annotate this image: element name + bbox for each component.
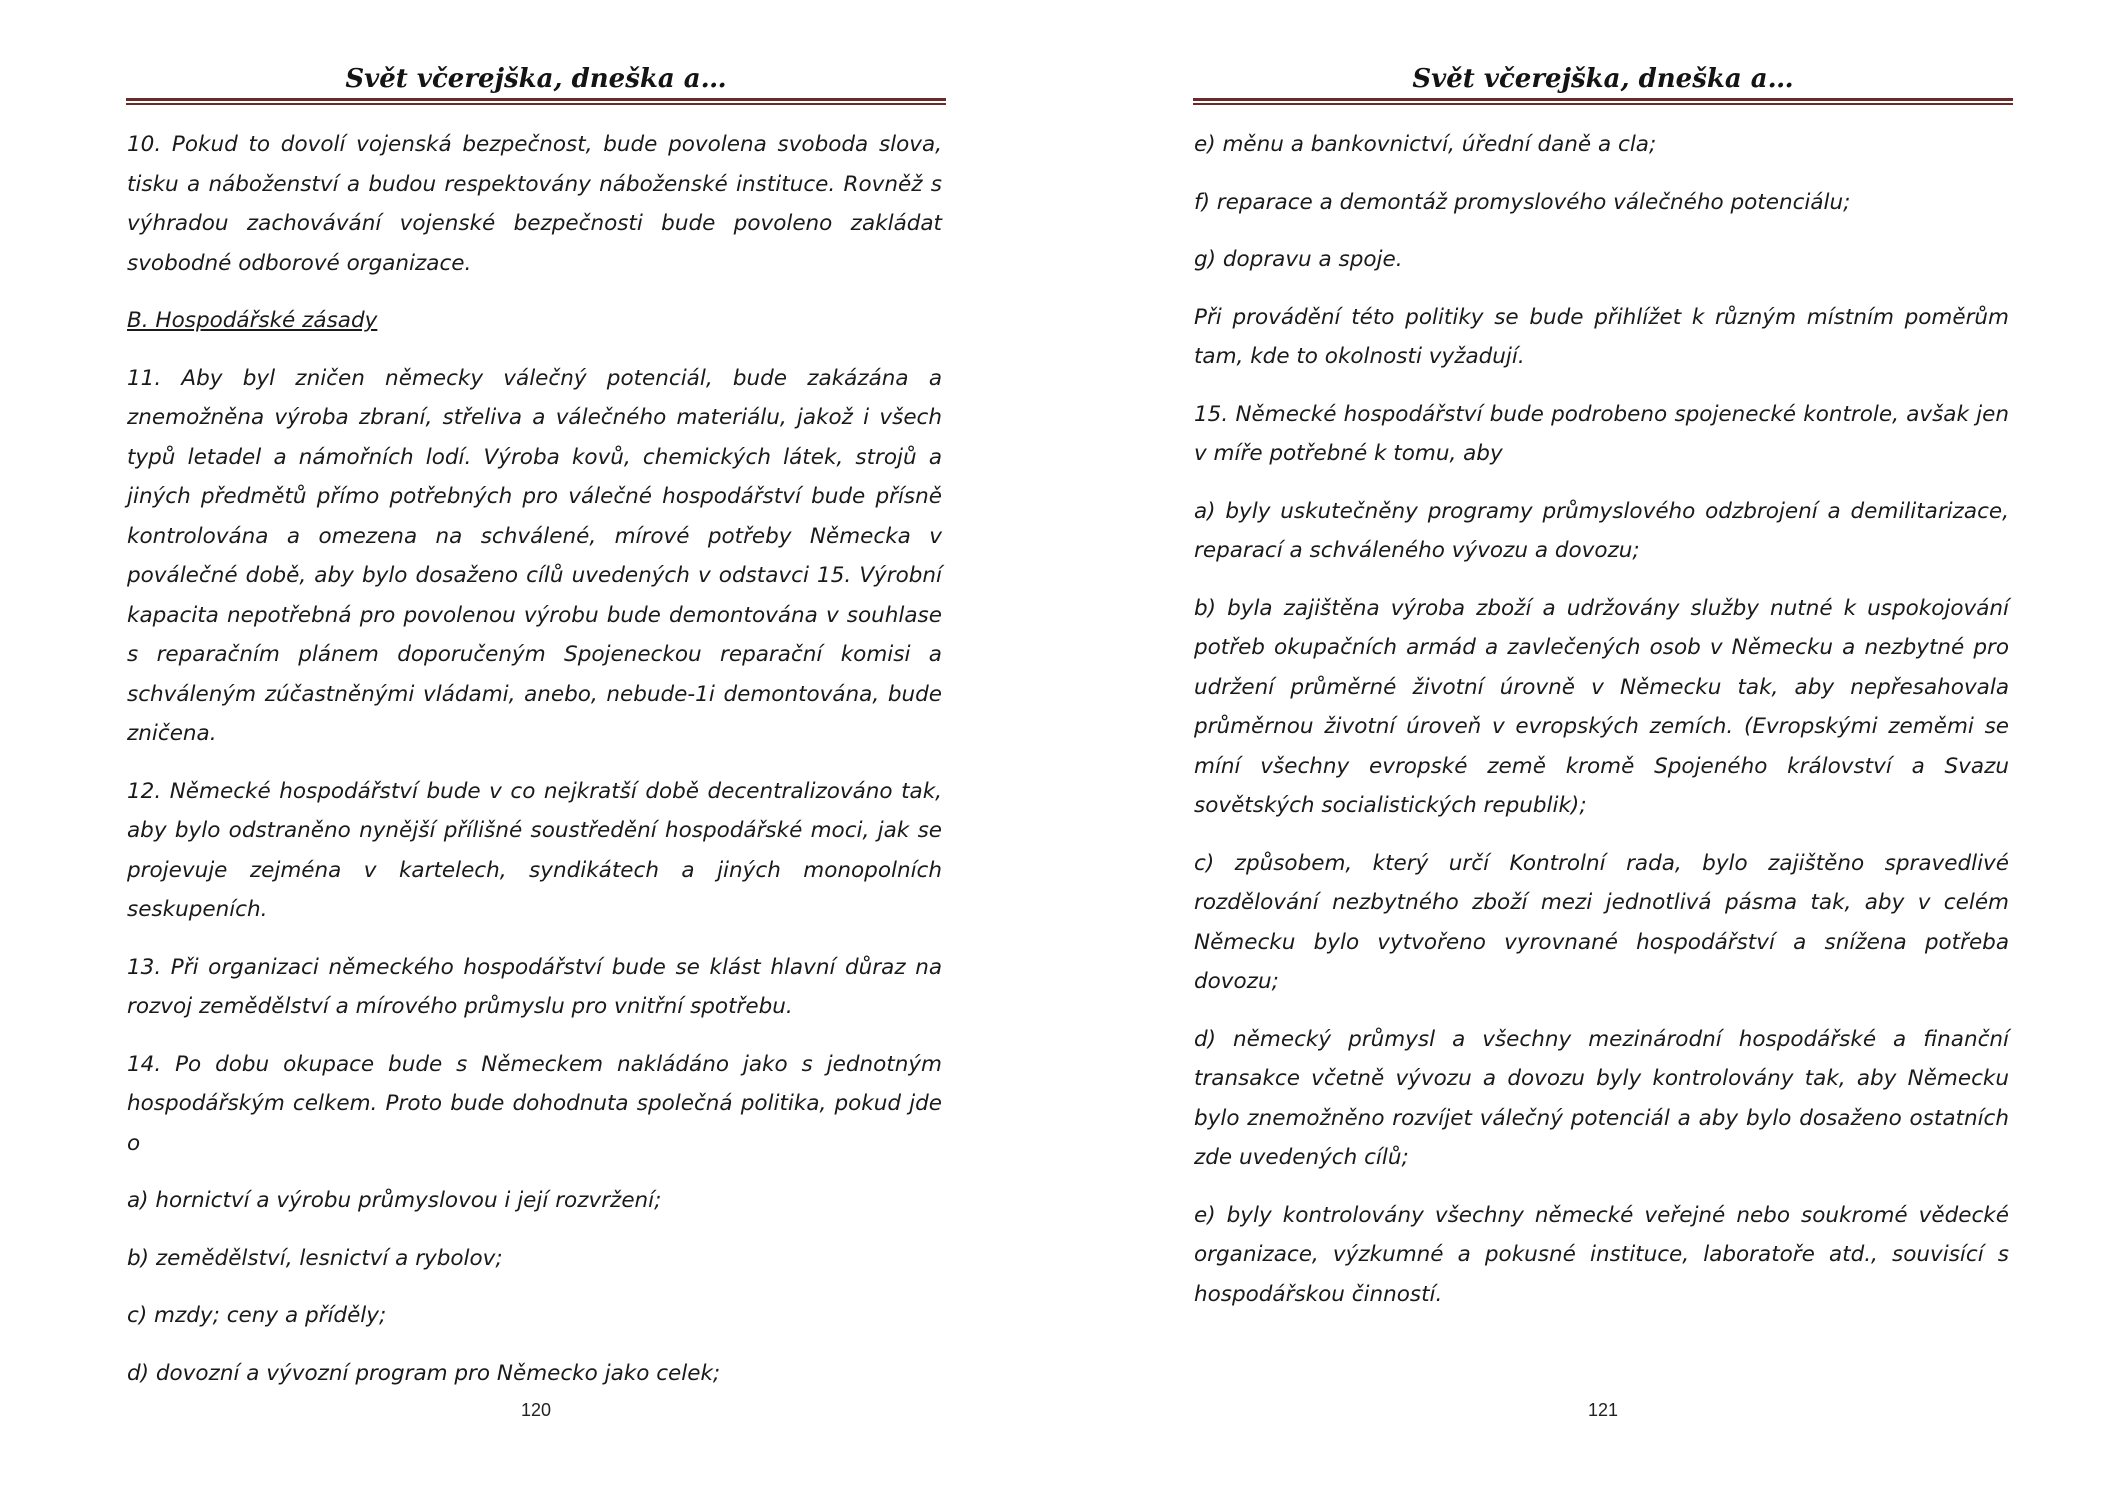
page-body: [127, 125, 942, 1411]
page-body: [1194, 125, 2009, 1332]
list-item: a) hornictví a výrobu průmyslovou i její rozvržení;: [127, 1188, 662, 1213]
paragraph: 15. Německé hospodářství bude podrobeno spojenecké kontrole, avšak jen v míře potřebné k tomu, aby: [1194, 401, 2009, 466]
left-page: [126, 0, 946, 1500]
header-rule-thin: [126, 103, 946, 105]
list-item: b) zemědělství, lesnictví a rybolov;: [127, 1245, 503, 1271]
list-item: e) měnu a bankovnictví, úřední daně a cla;: [1194, 132, 1657, 157]
paragraph: Při provádění této politiky se bude přihlížet k různým místním poměrům tam, kde to okolnosti vyžadují.: [1194, 304, 2009, 369]
paragraph: 13. Při organizaci německého hospodářství bude se klást hlavní důraz na rozvoj zemědělství a mírového průmyslu pro vnitřní spotřebu.: [127, 954, 942, 1019]
page-number: 120: [520, 1400, 552, 1420]
section-heading: B. Hospodářské zásady: [127, 308, 378, 333]
right-page: [1193, 0, 2013, 1500]
running-header: Svět včerejška, dneška a…: [1412, 64, 1794, 94]
list-item: g) dopravu a spoje.: [1194, 247, 1403, 272]
list-item: a) byly uskutečněny programy průmyslového odzbrojení a demilitarizace, reparací a schváleného vývozu a dovozu;: [1194, 498, 2009, 563]
header-rule: [126, 98, 946, 101]
list-item: c) mzdy; ceny a příděly;: [127, 1303, 387, 1328]
running-header: Svět včerejška, dneška a…: [345, 64, 727, 94]
paragraph: 10. Pokud to dovolí vojenská bezpečnost, bude povolena svoboda slova, tisku a náboženství a budou respektovány náboženské instituce. Rovněž s výhradou zachovávání vojenské bezpečnosti bude povoleno zakládat svobodné odborové organizace.: [127, 132, 942, 276]
list-item: f) reparace a demontáž promyslového válečného potenciálu;: [1194, 189, 1851, 215]
list-item: d) dovozní a vývozní program pro Německo jako celek;: [127, 1360, 721, 1386]
header-rule-thin: [1193, 103, 2013, 105]
paragraph: 11. Aby byl zničen německy válečný potenciál, bude zakázána a znemožněna výroba zbraní, střeliva a válečného materiálu, jakož i všech typů letadel a námořních lodí. Výroba kovů, chemických látek, strojů a jiných předmětů přímo potřebných pro válečné hospodářství bude přísně kontrolována a omezena na schválené, mírové potřeby Německa v poválečné době, aby bylo dosaženo cílů uvedených v odstavci 15. Výrobní kapacita nepotřebná pro povolenou výrobu bude demontována v souhlase s reparačním plánem doporučeným Spojeneckou reparační komisi a schváleným zúčastněnými vládami, anebo, nebude-1i demontována, bude zničena.: [127, 365, 942, 746]
paragraph: 14. Po dobu okupace bude s Německem nakládáno jako s jednotným hospodářským celkem. Proto bude dohodnuta společná politika, pokud jde o: [127, 1051, 942, 1156]
list-item: b) byla zajištěna výroba zboží a udržovány služby nutné k uspokojování potřeb okupačních armád a zavlečených osob v Německu a nezbytné pro udržení průměrné životní úrovně v Německu tak, aby nepřesahovala průměrnou životní úroveň v evropských zemích. (Evropskými zeměmi se míní všechny evropské země kromě Spojeného království a Svazu sovětských socialistických republik);: [1194, 595, 2009, 818]
list-item: e) byly kontrolovány všechny německé veřejné nebo soukromé vědecké organizace, výzkumné a pokusné instituce, laboratoře atd., souvisící s hospodářskou činností.: [1194, 1202, 2009, 1307]
list-item: c) způsobem, který určí Kontrolní rada, bylo zajištěno spravedlivé rozdělování nezbytného zboží mezi jednotlivá pásma tak, aby v celém Německu bylo vytvořeno vyrovnané hospodářství a snížena potřeba dovozu;: [1194, 850, 2009, 994]
page-number: 121: [1587, 1400, 1619, 1420]
paragraph: 12. Německé hospodářství bude v co nejkratší době decentralizováno tak, aby bylo odstraněno nynější přílišné soustředění hospodářské moci, jak se projevuje zejména v kartelech, syndikátech a jiných monopolních seskupeních.: [127, 778, 942, 922]
header-rule: [1193, 98, 2013, 101]
list-item: d) německý průmysl a všechny mezinárodní hospodářské a finanční transakce včetně vývozu a dovozu byly kontrolovány tak, aby Německu bylo znemožněno rozvíjet válečný potenciál a aby bylo dosaženo ostatních zde uvedených cílů;: [1194, 1026, 2009, 1170]
